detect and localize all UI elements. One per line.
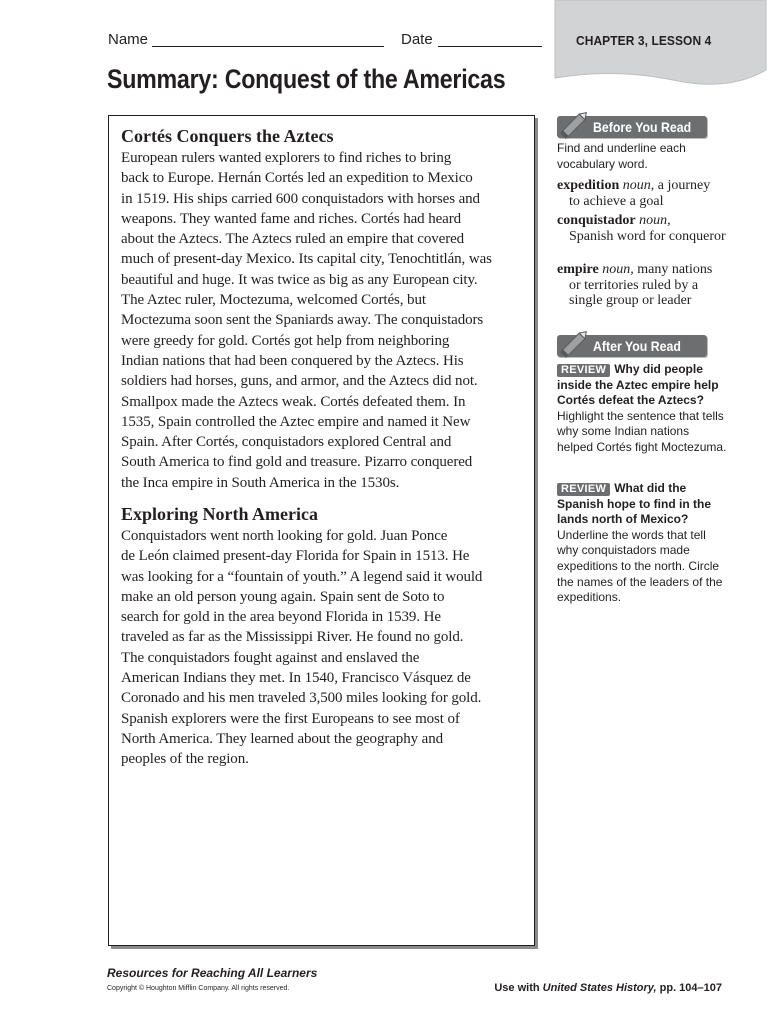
footer-copyright: Copyright © Houghton Mifflin Company. All rights reserved. <box>107 985 290 992</box>
pencil-icon <box>557 106 593 142</box>
chapter-label: CHAPTER 3, LESSON 4 <box>576 33 712 48</box>
text-line: Spain. After Cortés, conquistadors explored Central and <box>121 434 452 451</box>
footer-resources: Resources for Reaching All Learners <box>107 966 318 980</box>
text-line: in 1519. His ships carried 600 conquistadors with horses and <box>121 190 480 207</box>
text-line: back to Europe. Hernán Cortés led an expedition to Mexico <box>121 170 473 187</box>
date-label: Date <box>401 31 433 48</box>
review-question <box>557 362 727 456</box>
section-heading: Exploring North America <box>121 504 318 524</box>
vocab-definition: many nations <box>637 262 713 277</box>
review-question-text: Why did people inside the Aztec empire help Cortés defeat the Aztecs? <box>557 362 719 408</box>
text-line: The Aztec ruler, Moctezuma, welcomed Cortés, but <box>121 292 426 309</box>
vocab-entry <box>557 213 732 244</box>
text-line: the Inca empire in South America in the 1530s. <box>121 474 400 491</box>
vocab-term: conquistador <box>557 213 636 228</box>
text-line: American Indians they met. In 1540, Francisco Vásquez de <box>121 670 471 687</box>
name-label: Name <box>108 31 149 48</box>
name-blank[interactable] <box>152 46 384 47</box>
review-badge: REVIEW <box>557 483 610 496</box>
text-line: was looking for a “fountain of youth.” A legend said it would <box>121 568 483 585</box>
review-question <box>557 481 727 606</box>
section-body <box>121 148 521 493</box>
vocab-term: empire <box>557 262 599 277</box>
date-blank[interactable] <box>438 46 542 47</box>
vocab-pos: noun, <box>639 213 671 228</box>
vocab-pos: noun, <box>622 178 655 193</box>
text-line: de León claimed present-day Florida for Spain in 1513. He <box>121 548 470 565</box>
text-line: Smallpox made the Aztecs weak. Cortés defeated them. In <box>121 393 466 410</box>
text-line: peoples of the region. <box>121 751 249 768</box>
vocab-entry <box>557 178 732 209</box>
review-instruction: Underline the words that tell why conquistadors made expeditions to the north. Circle the names of the leaders of the expeditions. <box>557 527 723 605</box>
vocab-definition: a journey <box>657 178 711 193</box>
text-line: make an old person young again. Spain sent de Soto to <box>121 588 445 605</box>
text-line: European rulers wanted explorers to find riches to bring <box>121 150 452 166</box>
vocab-definition: Spanish word for conqueror <box>569 228 726 244</box>
text-line: Indian nations that had been conquered by the Aztecs. His <box>121 352 464 369</box>
vocab-definition: or territories ruled by a single group or leader <box>569 277 699 309</box>
text-line: Conquistadors went north looking for gold. Juan Ponce <box>121 528 448 544</box>
footer-use-with <box>494 982 722 994</box>
text-line: soldiers had horses, guns, and armor, and the Aztecs did not. <box>121 373 478 390</box>
text-line: beautiful and huge. It was twice as big as any European city. <box>121 271 478 288</box>
text-line: 1535, Spain controlled the Aztec empire and named it New <box>121 413 471 430</box>
vocab-definition: to achieve a goal <box>569 193 664 209</box>
text-line: much of present-day Mexico. Its capital city, Tenochtitlán, was <box>121 251 492 268</box>
use-prefix: Use with <box>494 982 540 994</box>
use-pages: pp. 104–107 <box>659 982 722 994</box>
banner-label: After You Read <box>593 338 681 354</box>
text-line: about the Aztecs. The Aztecs ruled an empire that covered <box>121 231 465 248</box>
text-line: Spanish explorers were the first Europeans to see most of <box>121 710 460 727</box>
after-you-read-banner <box>557 335 707 357</box>
section-body <box>121 526 521 770</box>
before-instruction: Find and underline each vocabulary word. <box>557 141 686 171</box>
vocab-pos: noun, <box>602 262 634 277</box>
text-line: traveled as far as the Mississippi River. He found no gold. <box>121 629 464 646</box>
vocab-entry <box>557 262 732 309</box>
banner-label: Before You Read <box>593 119 692 135</box>
use-book-title: United States History, <box>542 982 657 994</box>
review-badge: REVIEW <box>557 364 610 377</box>
text-line: were greedy for gold. Cortés got help from neighboring <box>121 332 450 349</box>
text-line: weapons. They wanted fame and riches. Cortés had heard <box>121 210 462 227</box>
text-line: Coronado and his men traveled 3,500 miles looking for gold. <box>121 690 482 707</box>
pencil-icon <box>557 325 593 361</box>
before-you-read-banner <box>557 116 707 138</box>
text-line: search for gold in the area beyond Florida in 1539. He <box>121 609 441 626</box>
review-question-text: What did the Spanish hope to find in the lands north of Mexico? <box>557 481 711 527</box>
section-heading: Cortés Conquers the Aztecs <box>121 126 334 146</box>
text-line: The conquistadors fought against and enslaved the <box>121 649 420 666</box>
text-line: North America. They learned about the geography and <box>121 730 444 747</box>
text-line: Moctezuma soon sent the Spaniards away. The conquistadors <box>121 312 484 329</box>
page-title: Summary: Conquest of the Americas <box>107 64 506 94</box>
review-instruction: Highlight the sentence that tells why some Indian nations helped Cortés fight Moctezuma. <box>557 408 727 454</box>
text-line: South America to find gold and treasure. Pizarro conquered <box>121 454 473 471</box>
vocab-term: expedition <box>557 178 620 193</box>
